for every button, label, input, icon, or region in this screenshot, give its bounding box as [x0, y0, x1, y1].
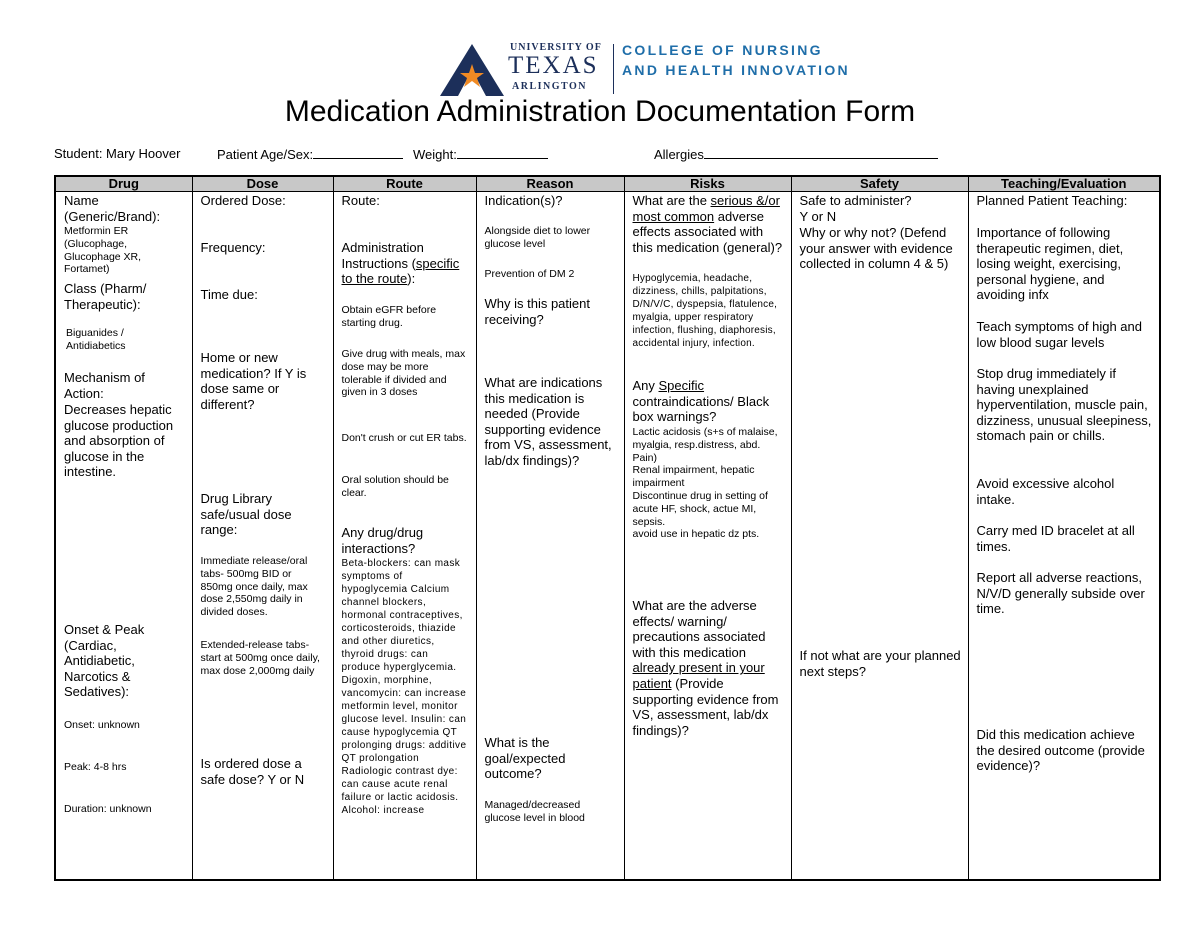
- goal-value: Managed/decreased glucose level in blood: [484, 799, 585, 824]
- allergies-field[interactable]: [654, 146, 938, 162]
- goal-label: What is the goal/expected outcome?: [484, 735, 566, 782]
- header-route: Route: [333, 176, 476, 192]
- contraindication-item: Renal impairment, hepatic impairment: [632, 464, 755, 490]
- interactions-label: Any drug/drug interactions?: [341, 525, 424, 556]
- drug-class-label: Class (Pharm/ Therapeutic):: [64, 281, 147, 312]
- teaching-item: Report all adverse reactions, N/V/D generally subside over time.: [976, 570, 1145, 617]
- home-med-question: Home or new medication? If Y is dose same or different?: [200, 350, 307, 412]
- mechanism-label: Mechanism of Action:: [64, 370, 145, 401]
- logo-divider: [613, 44, 614, 94]
- next-steps-label: If not what are your planned next steps?: [799, 648, 961, 679]
- patient-age-sex-field[interactable]: [217, 146, 403, 162]
- frequency-label: Frequency:: [200, 240, 266, 255]
- teaching-item: Importance of following therapeutic regimen, diet, losing weight, exercising, personal hygiene, and avoiding infx: [976, 225, 1124, 303]
- extended-release-dose: Extended-release tabs- start at 500mg once daily, max dose 2,000mg daily: [200, 639, 320, 677]
- logo-texas: TEXAS: [508, 52, 599, 79]
- header-teaching: Teaching/Evaluation: [968, 176, 1160, 192]
- risks-cell[interactable]: [624, 192, 791, 881]
- indication-value-1: Alongside diet to lower glucose level: [484, 225, 591, 250]
- side-effects-value: Hypoglycemia, headache, dizziness, chills, palpitations, D/N/V/C, dyspepsia, flatulence, myalgia, upper respiratory infection, flushing, diaphoresis, accidental injury, infection.: [632, 273, 778, 349]
- reason-cell[interactable]: [476, 192, 624, 881]
- medication-form-table: [54, 175, 1161, 881]
- duration-value: Duration: unknown: [64, 803, 152, 815]
- drug-class-value: Biguanides / Antidiabetics: [66, 327, 126, 352]
- patient-age-sex-label: Patient Age/Sex:: [217, 147, 314, 162]
- indications-needed-label: What are indications this medication is needed (Provide supporting evidence from VS, assessment, lab/dx findings)?: [484, 375, 612, 468]
- why-defend-label: Why or why not? (Defend your answer with evidence collected in column 4 & 5): [799, 225, 953, 272]
- logo-arlington: ARLINGTON: [512, 81, 587, 92]
- drug-name-label: Name (Generic/Brand):: [64, 193, 161, 224]
- serious-effects-label: What are the serious &/or most common adverse effects associated with this medication (general)?: [632, 193, 783, 255]
- peak-value: Peak: 4-8 hrs: [64, 761, 127, 773]
- teaching-item: Teach symptoms of high and low blood sugar levels: [976, 319, 1142, 350]
- crush-instruction: Don't crush or cut ER tabs.: [341, 432, 467, 444]
- safety-cell[interactable]: [791, 192, 968, 881]
- dose-cell[interactable]: [192, 192, 333, 881]
- contraindication-item: Lactic acidosis (s+s of malaise, myalgia, resp.distress, abd. Pain): [632, 426, 778, 464]
- adverse-effects-present-label: What are the adverse effects/ warning/ precautions associated with this medication already present in your patient (Provide supporting evidence from VS, assessment, lab/dx findings)?: [632, 598, 779, 738]
- table-header-row: [55, 176, 1160, 192]
- mechanism-value: Decreases hepatic glucose production and absorption of glucose in the intestine.: [64, 402, 174, 480]
- oral-solution-instruction: Oral solution should be clear.: [341, 474, 449, 499]
- header-reason: Reason: [476, 176, 624, 192]
- page-title: Medication Administration Documentation Form: [284, 95, 916, 128]
- safe-dose-question: Is ordered dose a safe dose? Y or N: [200, 756, 305, 787]
- onset-value: Onset: unknown: [64, 719, 140, 731]
- egfr-instruction: Obtain eGFR before starting drug.: [341, 304, 437, 329]
- route-cell[interactable]: [333, 192, 476, 881]
- outcome-question: Did this medication achieve the desired outcome (provide evidence)?: [976, 727, 1145, 774]
- logo-college-line2: AND HEALTH INNOVATION: [622, 62, 850, 78]
- teaching-cell[interactable]: [968, 192, 1160, 881]
- safe-yn: Y or N: [799, 209, 837, 224]
- teaching-item: Carry med ID bracelet at all times.: [976, 523, 1135, 554]
- drug-name-value: Metformin ER (Glucophage, Glucophage XR, Fortamet): [64, 225, 142, 276]
- contraindication-item: Discontinue drug in setting of acute HF, shock, actue MI, sepsis.: [632, 489, 768, 528]
- onset-peak-label: Onset & Peak (Cardiac, Antidiabetic, Narcotics & Sedatives):: [64, 622, 145, 700]
- uta-logo: [440, 40, 880, 98]
- contraindication-item: avoid use in hepatic dz pts.: [632, 528, 760, 541]
- immediate-release-dose: Immediate release/oral tabs- 500mg BID or 850mg once daily, max dose 2,550mg daily in divided doses.: [200, 555, 308, 619]
- weight-field[interactable]: [413, 146, 548, 162]
- indication-label: Indication(s)?: [484, 193, 563, 208]
- header-safety: Safety: [791, 176, 968, 192]
- weight-label: Weight:: [413, 147, 457, 162]
- teaching-item: Stop drug immediately if having unexplained hyperventilation, muscle pain, dizziness, unusual sleepiness, stomach pain or chills.: [976, 366, 1152, 444]
- planned-teaching-label: Planned Patient Teaching:: [976, 193, 1128, 208]
- logo-university-of: UNIVERSITY OF: [510, 42, 602, 53]
- route-label: Route:: [341, 193, 380, 208]
- safe-to-administer-label: Safe to administer?: [799, 193, 912, 208]
- header-drug: Drug: [55, 176, 192, 192]
- teaching-item: Avoid excessive alcohol intake.: [976, 476, 1115, 507]
- drug-cell[interactable]: [55, 192, 192, 881]
- student-name: Student: Mary Hoover: [54, 146, 181, 161]
- contraindications-list: [633, 426, 785, 541]
- time-due-label: Time due:: [200, 287, 258, 302]
- ordered-dose-label: Ordered Dose:: [200, 193, 286, 208]
- header-risks: Risks: [624, 176, 791, 192]
- meals-instruction: Give drug with meals, max dose may be more tolerable if divided and given in 3 doses: [341, 348, 466, 399]
- indication-value-2: Prevention of DM 2: [484, 268, 575, 280]
- star-a-icon: [440, 44, 504, 96]
- why-receiving-label: Why is this patient receiving?: [484, 296, 590, 327]
- contraindications-label: Any Specific contraindications/ Black box warnings?: [632, 378, 770, 425]
- header-dose: Dose: [192, 176, 333, 192]
- logo-college-line1: COLLEGE OF NURSING: [622, 42, 823, 58]
- interactions-value: Beta-blockers: can mask symptoms of hypoglycemia Calcium channel blockers, hormonal contraceptives, corticosteroids, thiazide and other diuretics, thyroid drugs: can produce hyperglycemia. Digoxin, morphine, vancomycin: can increase metformin level, monitor glucose level. Insulin: can cause hypoglycemia QT prolonging drugs: additive QT prolongation Radiologic contrast dye: can cause acute renal failure or lactic acidosis. Alcohol: increase: [341, 558, 467, 816]
- admin-instructions-label: Administration Instructions (specific to the route):: [341, 240, 460, 287]
- table-row: [55, 192, 1160, 881]
- drug-library-label: Drug Library safe/usual dose range:: [200, 491, 292, 538]
- allergies-label: Allergies: [654, 147, 704, 162]
